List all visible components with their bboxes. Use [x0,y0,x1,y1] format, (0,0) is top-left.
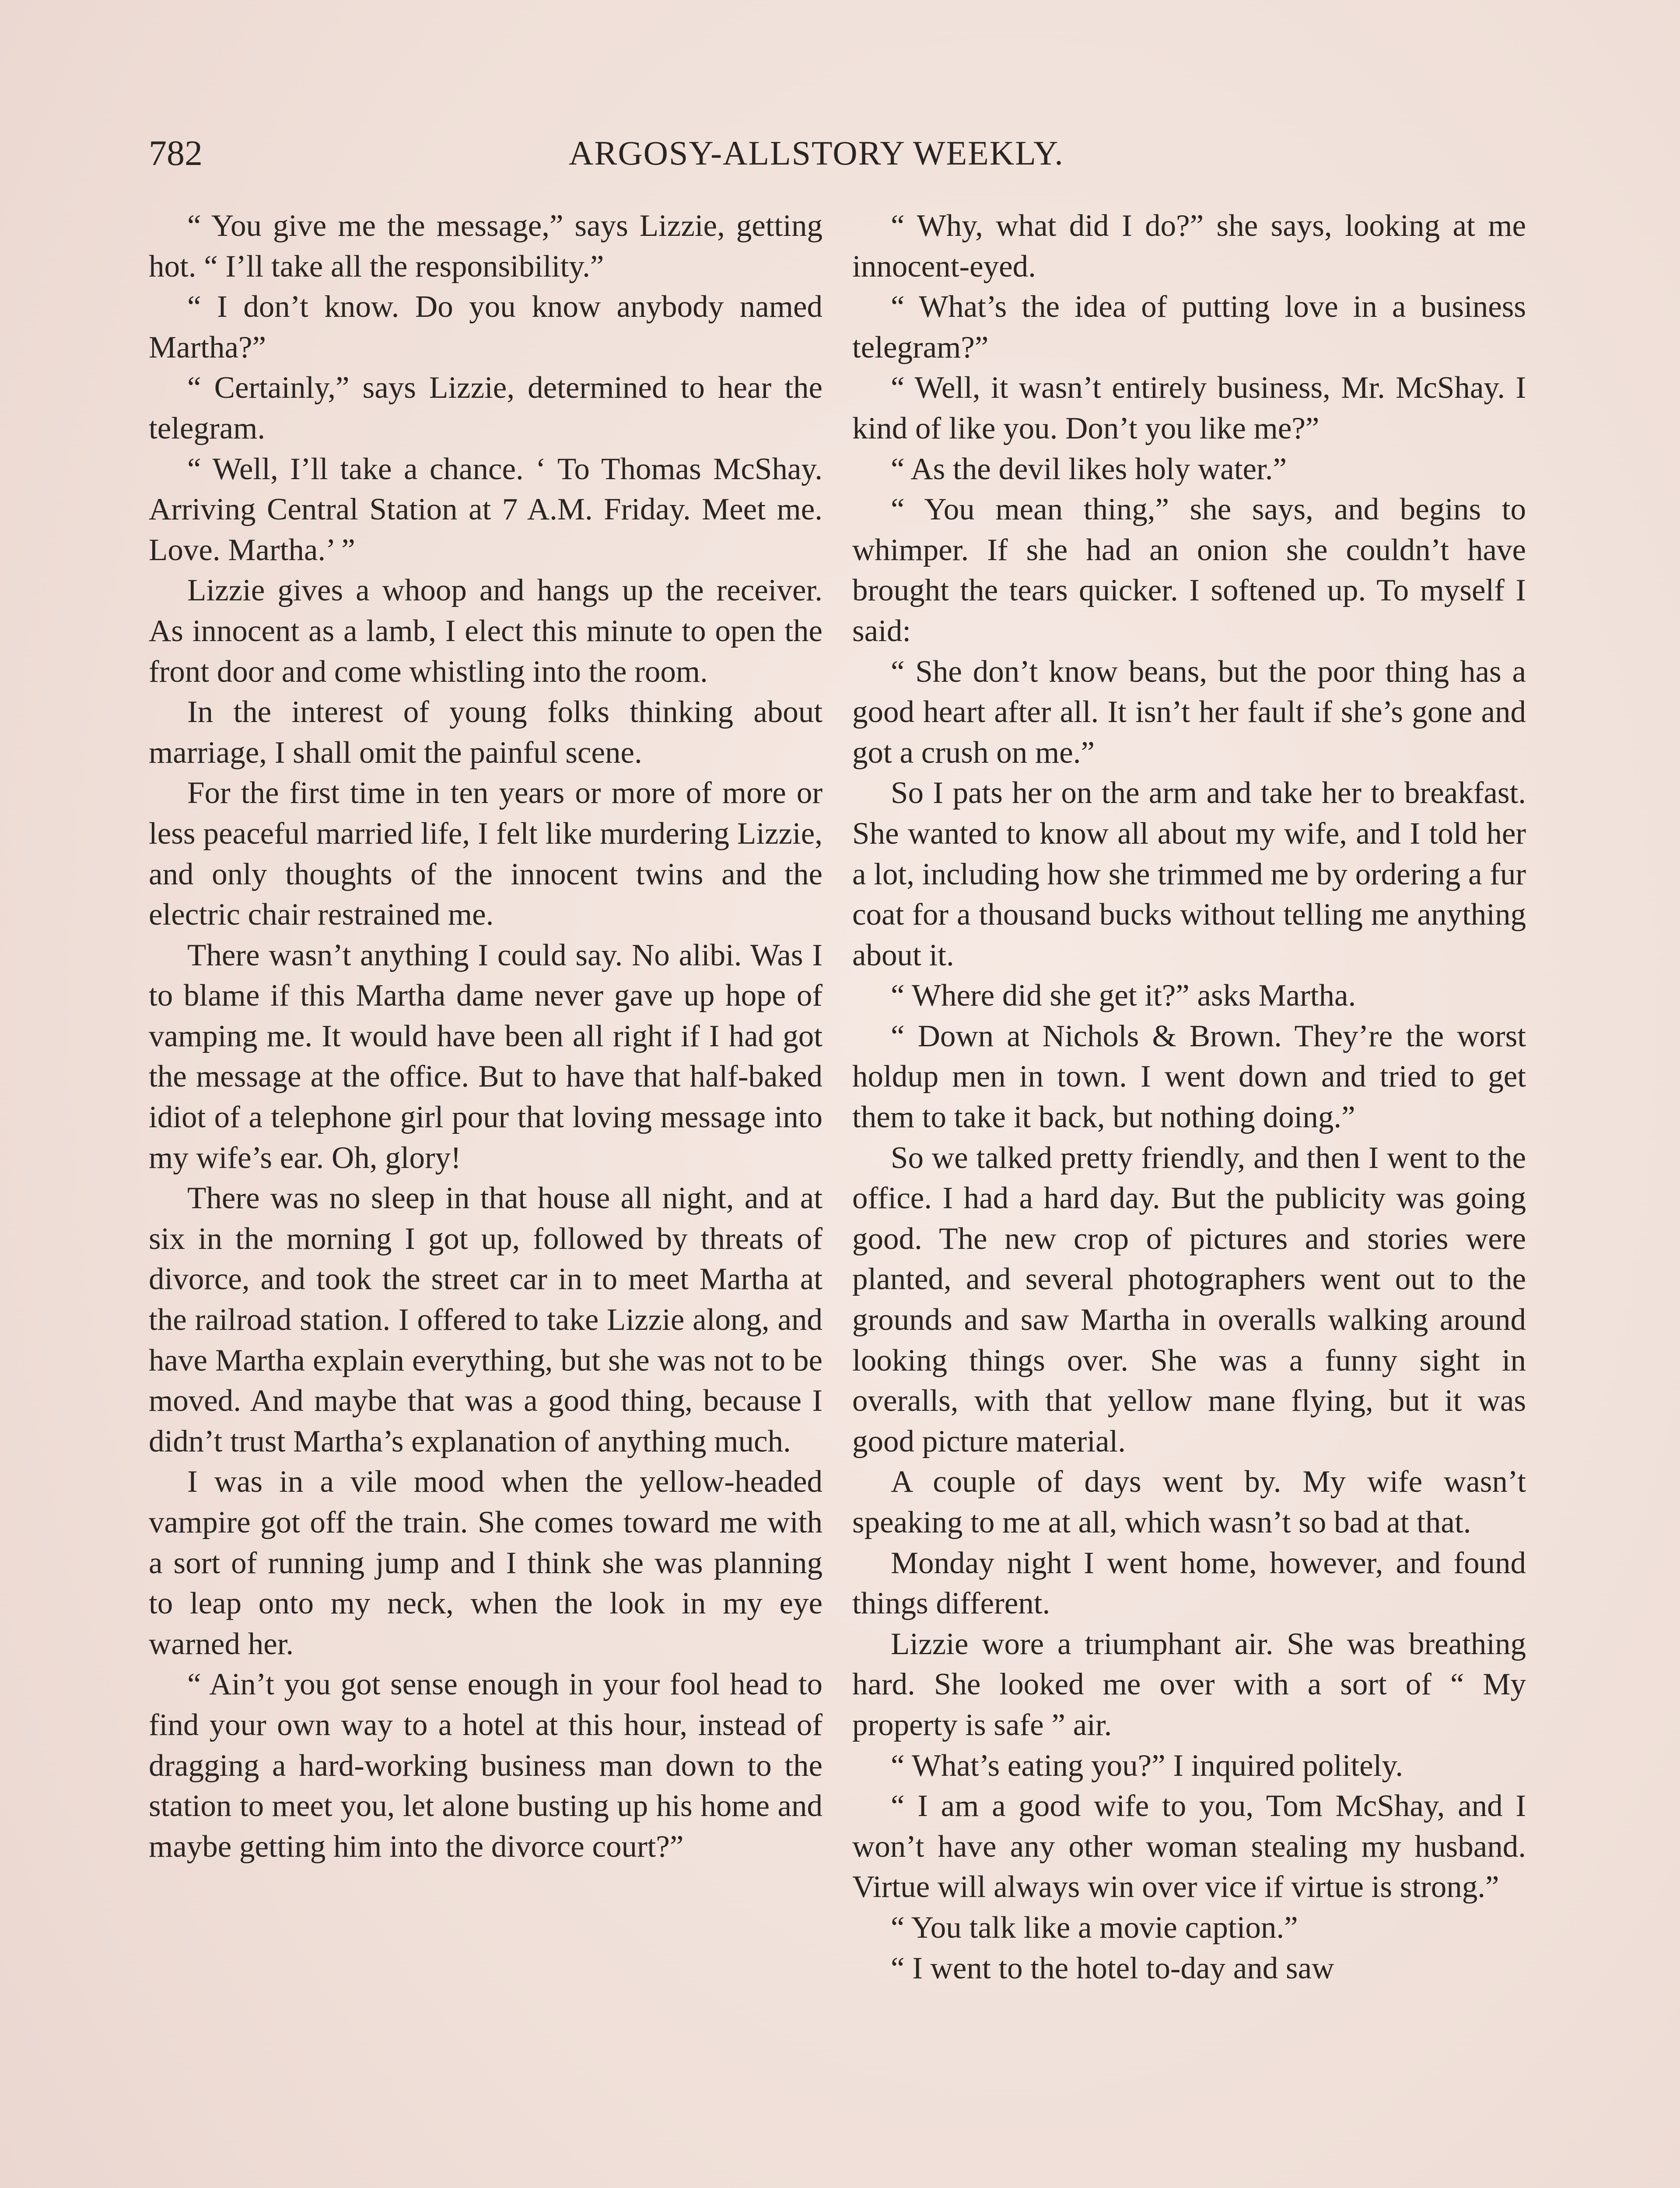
paragraph: Monday night I went home, however, and found things different. [852,1546,1526,1621]
right-column [852,206,1526,1988]
paragraph: “ What’s eating you?” I inquired politely. [891,1748,1404,1783]
left-column [149,206,822,1867]
paragraph: “ I am a good wife to you, Tom McShay, and I won’t have any other woman stealing my husband. Virtue will always win over vice if virtue is strong.” [852,1789,1526,1904]
paragraph: “ As the devil likes holy water.” [891,452,1287,486]
page-number: 782 [149,133,203,173]
paragraph: “ Certainly,” says Lizzie, determined to hear the telegram. [149,371,822,445]
paragraph: “ Down at Nichols & Brown. They’re the worst holdup men in town. I went down and tried to get them to take it back, but nothing doing.” [852,1019,1526,1135]
paragraph: “ Why, what did I do?” she says, looking at me innocent-eyed. [852,209,1526,284]
paragraph: “ You talk like a movie caption.” [891,1910,1298,1945]
paragraph: “ You mean thing,” she says, and begins to whimper. If she had an onion she couldn’t have brought the tears quicker. I softened up. To myself I said: [852,492,1526,648]
paragraph: “ Well, I’ll take a chance. ‘ To Thomas McShay. Arriving Central Station at 7 A.M. Friday. Meet me. Love. Martha.’ ” [149,452,822,567]
paragraph: “ I don’t know. Do you know anybody named Martha?” [149,290,822,365]
paragraph: In the interest of young folks thinking about marriage, I shall omit the painful scene. [149,695,822,770]
paragraph: So I pats her on the arm and take her to breakfast. She wanted to know all about my wife, and I told her a lot, including how she trimmed me by ordering a fur coat for a thousand bucks without telling me anything about it. [852,776,1526,972]
paragraph: I was in a vile mood when the yellow-headed vampire got off the train. She comes toward me with a sort of running jump and I think she was planning to leap onto my neck, when the look in my eye warned her. [149,1465,822,1661]
paragraph: “ She don’t know beans, but the poor thing has a good heart after all. It isn’t her fault if she’s gone and got a crush on me.” [852,654,1526,770]
paragraph: There was no sleep in that house all night, and at six in the morning I got up, followed by threats of divorce, and took the street car in to meet Martha at the railroad station. I offered to take Lizzie along, and have Martha explain everything, but she was not to be moved. And maybe that was a good thing, because I didn’t trust Martha’s explanation of anything much. [149,1181,822,1459]
running-head: ARGOSY-ALLSTORY WEEKLY. [569,134,1064,172]
paragraph: A couple of days went by. My wife wasn’t speaking to me at all, which wasn’t so bad at that. [852,1465,1526,1539]
paragraph: There wasn’t anything I could say. No alibi. Was I to blame if this Martha dame never gave up hope of vamping me. It would have been all right if I had got the message at the office. But to have that half-baked idiot of a telephone girl pour that loving message into my wife’s ear. Oh, glory! [149,938,822,1175]
paragraph: For the first time in ten years or more of more or less peaceful married life, I felt like murdering Lizzie, and only thoughts of the innocent twins and the electric chair restrained me. [149,776,822,932]
paragraph: “ Ain’t you got sense enough in your fool head to find your own way to a hotel at this hour, instead of dragging a hard-working business man down to the station to meet you, let alone busting up his home and maybe getting him into the divorce court?” [149,1667,822,1864]
paragraph: “ Where did she get it?” asks Martha. [891,978,1356,1013]
paragraph: Lizzie wore a triumphant air. She was breathing hard. She looked me over with a sort of “ My property is safe ” air. [852,1627,1526,1742]
paragraph: “ You give me the message,” says Lizzie, getting hot. “ I’ll take all the responsibility.” [149,209,822,284]
paragraph: “ I went to the hotel to-day and saw [891,1951,1334,1985]
paragraph: Lizzie gives a whoop and hangs up the receiver. As innocent as a lamb, I elect this minute to open the front door and come whistling into the room. [149,573,822,689]
page-header [149,127,1531,179]
paragraph: So we talked pretty friendly, and then I went to the office. I had a hard day. But the publicity was going good. The new crop of pictures and stories were planted, and several photographers went out to the grounds and saw Martha in overalls walking around looking things over. She was a funny sight in overalls, with that yellow mane flying, but it was good picture material. [852,1140,1526,1459]
paragraph: “ Well, it wasn’t entirely business, Mr. McShay. I kind of like you. Don’t you like me?” [852,371,1526,445]
paragraph: “ What’s the idea of putting love in a business telegram?” [852,290,1526,365]
